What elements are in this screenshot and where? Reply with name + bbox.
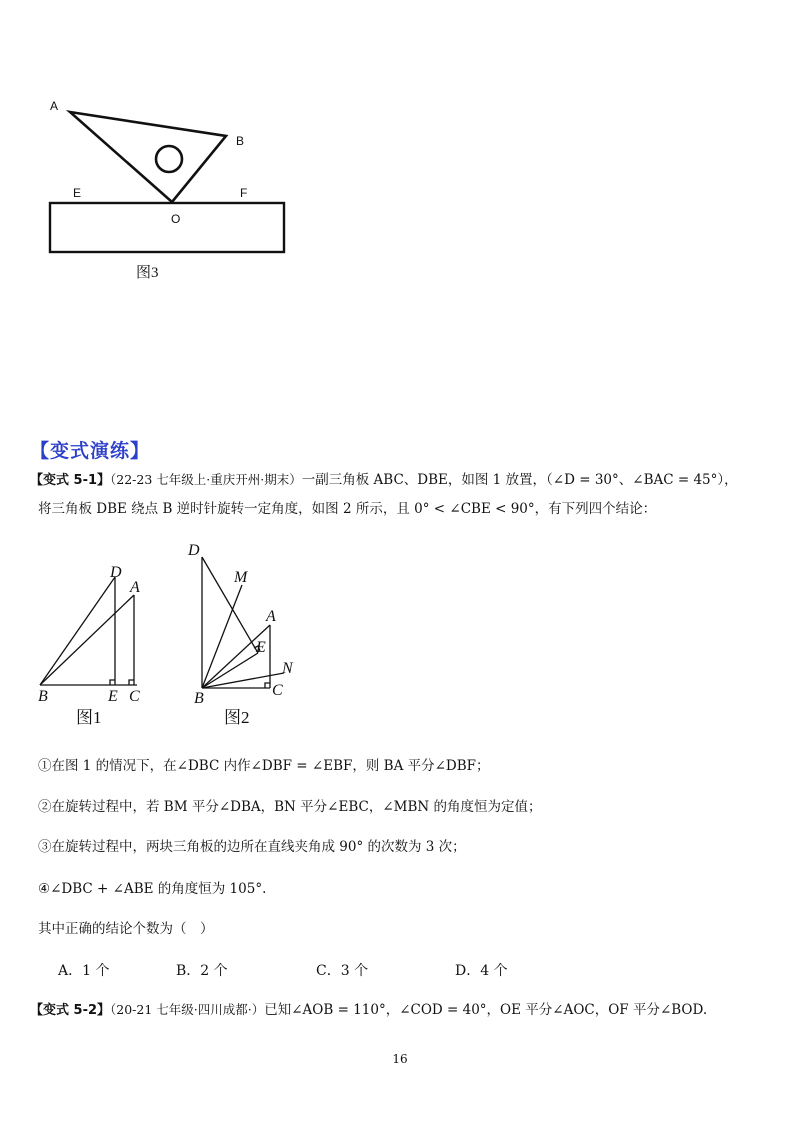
q1-source: （22-23 七年级上·重庆开州·期末） <box>110 472 302 487</box>
statement-3: ③在旋转过程中，两块三角板的边所在直线夹角成 90° 的次数为 3 次； <box>38 839 466 855</box>
figure-3-caption: 图3 <box>136 265 159 281</box>
statement-2: ②在旋转过程中，若 BM 平分∠DBA，BN 平分∠EBC，∠MBN 的角度恒为定值； <box>38 799 542 815</box>
option-c[interactable]: C．3 个 <box>316 963 369 979</box>
option-a[interactable]: A．1 个 <box>58 963 110 979</box>
fig1-label-d: D <box>110 564 122 581</box>
option-d[interactable]: D．4 个 <box>455 963 508 979</box>
q1-line-2: 将三角板 DBE 绕点 B 逆时针旋转一定角度，如图 2 所示，且 0° < ∠CBE < 90°，有下列四个结论： <box>38 501 657 517</box>
fig1-label-e: E <box>108 688 118 705</box>
q1-tag: 【变式 5-1】 <box>30 473 111 488</box>
option-b[interactable]: B．2 个 <box>176 963 228 979</box>
figure-1 <box>40 577 137 685</box>
figure-3 <box>40 90 300 290</box>
q2-line <box>30 1000 707 1021</box>
label-a: A <box>50 99 59 113</box>
triangle-hole <box>156 146 182 172</box>
fig2-label-a: A <box>266 608 276 625</box>
fig2-label-m: M <box>234 569 248 586</box>
fig2-label-d: D <box>188 542 200 559</box>
label-o: O <box>171 212 181 226</box>
q2-text: 已知∠AOB = 110°，∠COD = 40°，OE 平分∠AOC，OF 平分∠BOD. <box>264 1002 708 1018</box>
fig1-label-a: A <box>130 579 140 596</box>
statement-4: ④∠DBC + ∠ABE 的角度恒为 105°. <box>38 881 267 897</box>
straight-ruler <box>50 203 284 252</box>
fig1-label-b: B <box>38 688 48 705</box>
fig2-label-n: N <box>282 660 293 677</box>
label-f: F <box>240 186 248 200</box>
label-b: B <box>236 134 245 148</box>
q1-line1-text: 一副三角板 ABC、DBE，如图 1 放置，（∠D = 30°、∠BAC = 45°）， <box>301 472 738 488</box>
q1-question: 其中正确的结论个数为（ ） <box>38 921 214 937</box>
figure-1-caption: 图1 <box>76 708 102 727</box>
statement-1: ①在图 1 的情况下，在∠DBC 内作∠DBF = ∠EBF，则 BA 平分∠DBF； <box>38 758 490 774</box>
triangle-ruler <box>70 112 226 202</box>
fig2-label-b: B <box>194 690 204 707</box>
figure-2-caption: 图2 <box>224 708 250 727</box>
fig1-label-c: C <box>129 688 140 705</box>
fig2-label-c: C <box>272 682 283 699</box>
q2-source: （20-21 七年级·四川成都·） <box>110 1002 265 1017</box>
page-number: 16 <box>392 1052 408 1066</box>
fig2-label-e: E <box>256 639 266 656</box>
q1-line-1 <box>30 470 738 491</box>
figures-1-2 <box>30 535 330 735</box>
q2-tag: 【变式 5-2】 <box>30 1003 111 1018</box>
section-title: 【变式演练】 <box>30 440 151 462</box>
label-e: E <box>73 186 82 200</box>
